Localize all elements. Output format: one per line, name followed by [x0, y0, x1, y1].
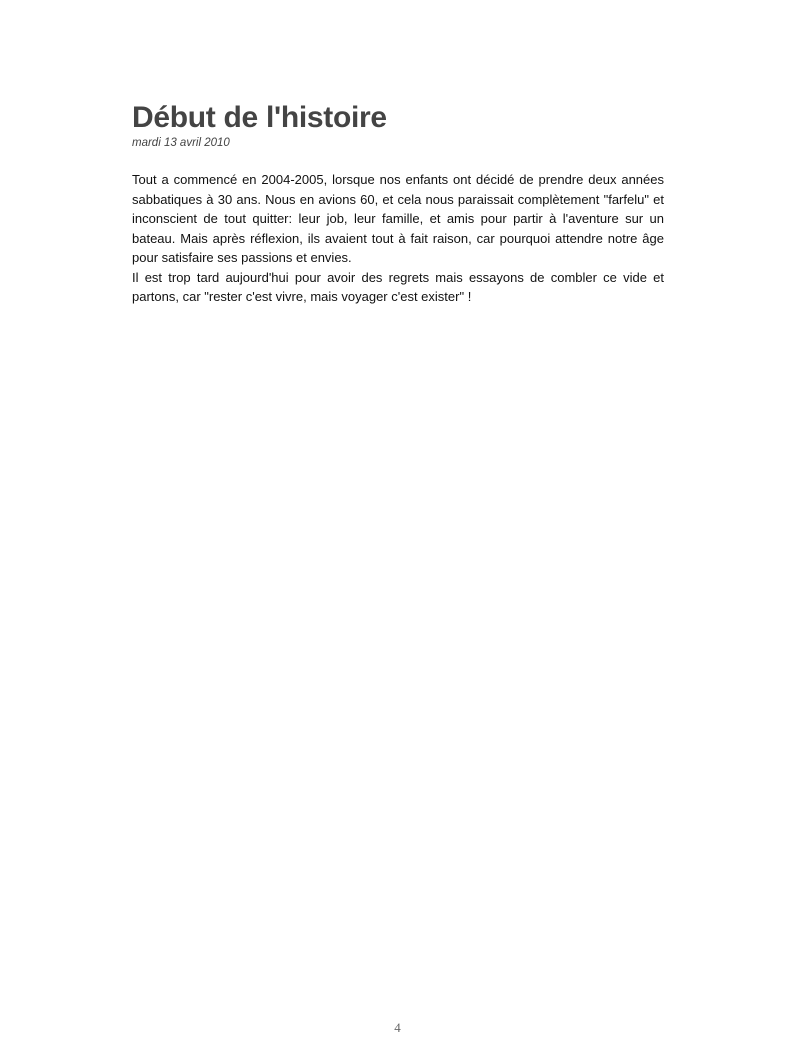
article-paragraph: Tout a commencé en 2004-2005, lorsque nos enfants ont décidé de prendre deux années sabbatiques à 30 ans. Nous en avions 60, et cela nous paraissait complètement "farfelu" et inconscient de tout quitter: leur job, leur famille, et amis pour partir à l'aventure sur un bateau. Mais après réflexion, ils avaient tout à fait raison, car pourquoi attendre notre âge pour satisfaire ses passions et envies.	[132, 172, 664, 265]
article-title: Début de l'histoire	[132, 101, 387, 134]
article-paragraph: Il est trop tard aujourd'hui pour avoir des regrets mais essayons de combler ce vide et partons, car "rester c'est vivre, mais voyager c'est exister" !	[132, 269, 664, 304]
article-date: mardi 13 avril 2010	[132, 137, 230, 149]
page-number: 4	[394, 1020, 401, 1035]
article	[132, 100, 664, 307]
article-body	[132, 170, 664, 307]
